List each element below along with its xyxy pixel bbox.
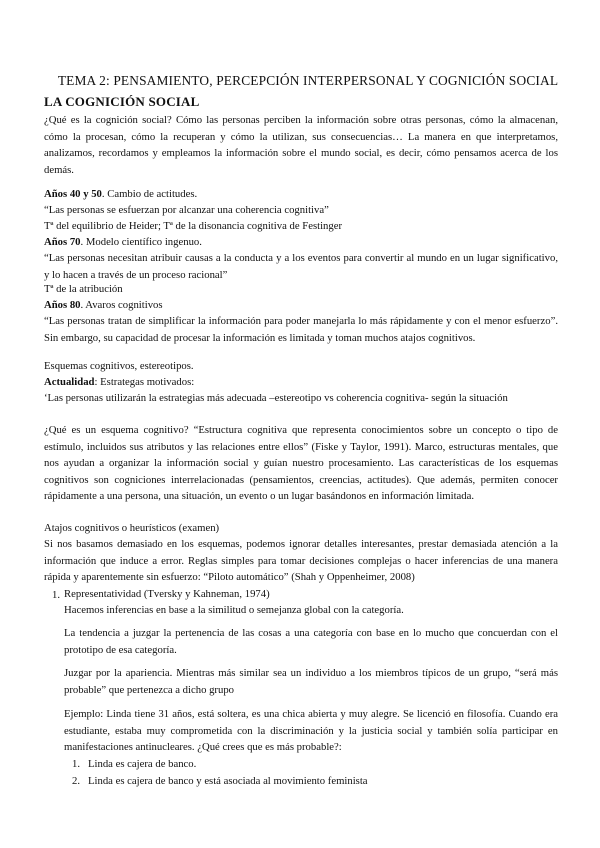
decade-70-label: Años 70 xyxy=(44,236,81,248)
option-1: Linda es cajera de banco. xyxy=(88,758,197,770)
decade-40-theories: Tª del equilibrio de Heider; Tª de la disonancia cognitiva de Festinger xyxy=(44,220,343,232)
decade-70-theory: Tª de la atribución xyxy=(44,283,123,295)
decade-40-text: . Cambio de actitudes. xyxy=(101,188,198,200)
decade-80-line xyxy=(44,298,564,313)
representativeness-paragraph-1: La tendencia a juzgar la pertenencia de las cosas a una categoría con base en lo mucho que concuerdan con el prototipo de esa categoría. xyxy=(64,627,558,656)
option-number-2: 2. xyxy=(72,775,81,787)
document-title: TEMA 2: PENSAMIENTO, PERCEPCIÓN INTERPERSONAL Y COGNICIÓN SOCIAL xyxy=(57,73,559,88)
decade-40-label: Años 40 y 50 xyxy=(44,188,102,200)
heuristics-paragraph: Si nos basamos demasiado en los esquemas, podemos ignorar detalles interesantes, prestar demasiada atención a la información que induce a error. Reglas simples para tomar decisiones complejas o hacer inferencias de una manera rápida y aparentemente sin esfuerzo: “Piloto automático” (Shah y Oppenheimer, 2008) xyxy=(44,538,558,583)
current-era-text: : Estrategas motivados: xyxy=(94,376,195,388)
option-2: Linda es cajera de banco y está asociada al movimiento feminista xyxy=(88,775,368,787)
current-era-line xyxy=(44,375,564,390)
decade-80-text: . Avaros cognitivos xyxy=(80,299,163,311)
option-number-1: 1. xyxy=(72,758,81,770)
representativeness-paragraph-2: Juzgar por la apariencia. Mientras más similar sea un individuo a los miembros típicos de un grupo, “será más probable” que pertenezca a dicho grupo xyxy=(64,667,558,696)
current-era-label: Actualidad xyxy=(44,376,95,388)
intro-paragraph: ¿Qué es la cognición social? Cómo las personas perciben la información sobre otras personas, cómo la almacenan, cómo la procesan, cómo la recuperan y cómo la utilizan, sus consecuencias… La manera en que interpretamos, analizamos, recordamos y empleamos la información sobre el mundo social, es decir, cómo pensamos acerca de los demás. xyxy=(44,114,558,176)
heuristics-title: Atajos cognitivos o heurísticos (examen) xyxy=(44,522,220,534)
current-era-quote: ‘Las personas utilizarán la estrategias más adecuada –estereotipo vs coherencia cognitiva- según la situación xyxy=(44,392,508,404)
decade-70-line xyxy=(44,235,564,250)
schema-paragraph: ¿Qué es un esquema cognitivo? “Estructura cognitiva que representa conocimientos sobre un concepto o tipo de estímulo, incluidos sus atributos y las relaciones entre ellos” (Fiske y Taylor, 1991). Marco, estructuras mentales, que nos ayudan a organizar la información social y guían nuestro procesamiento. Las características de los esquemas cognitivos son cogniciones interrelacionadas (pensamientos, creencias, actitudes). Que además, permiten conocer rápidamente a una persona, una situación, un evento o un lugar basándonos en información limitada. xyxy=(44,424,558,502)
decade-80-label: Años 80 xyxy=(44,299,81,311)
decade-40-quote: “Las personas se esfuerzan por alcanzar una coherencia cognitiva” xyxy=(44,204,329,216)
decade-40-line xyxy=(44,187,564,202)
linda-example: Ejemplo: Linda tiene 31 años, está soltera, es una chica abierta y muy alegre. Se licenció en filosofía. Cuando era estudiante, estaba muy comprometida con la discriminación y la justicia social y también solía participar en manifestaciones antinucleares. ¿Qué crees que es más probable?: xyxy=(64,708,558,753)
decade-80-items: Esquemas cognitivos, estereotipos. xyxy=(44,360,194,372)
decade-70-text: . Modelo científico ingenuo. xyxy=(80,236,202,248)
decade-70-quote: “Las personas necesitan atribuir causas a la conducta y a los eventos para convertir al mundo en un lugar significativo, y lo hacen a través de un proceso racional” xyxy=(44,252,558,281)
section-heading: LA COGNICIÓN SOCIAL xyxy=(44,94,200,109)
decade-80-quote: “Las personas tratan de simplificar la información para poder manejarla lo más rápidamente y con el menor esfuerzo”. Sin embargo, su capacidad de procesar la información es limitada y toman muchos atajos cognitivos. xyxy=(44,315,558,344)
list-number-1: 1. xyxy=(52,589,61,601)
representativeness-title: Representatividad (Tversky y Kahneman, 1974) xyxy=(64,588,270,600)
representativeness-definition: Hacemos inferencias en base a la similitud o semejanza global con la categoría. xyxy=(64,604,404,616)
